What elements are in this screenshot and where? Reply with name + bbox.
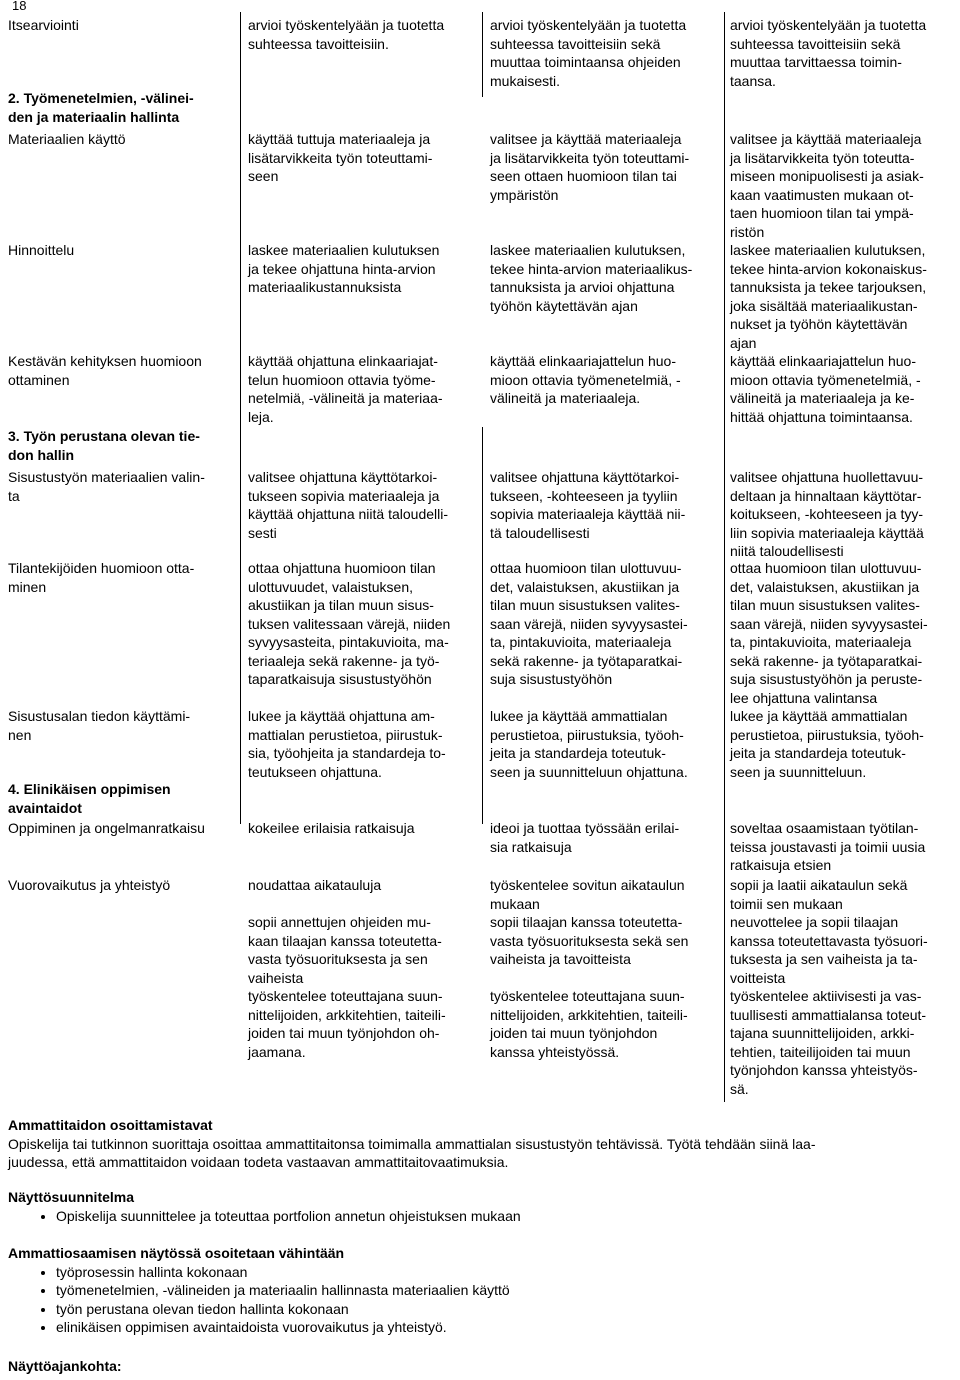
level-3-text: ottaa huomioon tilan ulottuvuu- det, valaistuksen, akustiikan ja tilan muun sisustuksen valites- saan värejä, niiden syvyysastei- ta, pintakuvioita, materiaaleja sekä rakenne- ja työtaparatkai- suja sisustustyöhön ja peruste- lee ohjattuna valintansa: [730, 560, 928, 706]
section-heading: Näyttösuunnitelma: [8, 1189, 135, 1205]
criterion-label: Vuorovaikutus ja yhteistyö: [8, 877, 171, 893]
list-item: • työmenetelmien, -välineiden ja materiaalin hallinnasta materiaalien käyttö: [56, 1281, 948, 1300]
criterion-label: Materiaalien käyttö: [8, 131, 126, 147]
page-number: 18: [12, 0, 27, 13]
section-heading: 2. Työmenetelmien, -välinei- den ja materiaalin hallinta: [8, 90, 194, 125]
column-divider: [724, 12, 725, 1102]
level-3-text: sopii ja laatii aikataulun sekä toimii sen mukaan neuvottelee ja sopii tilaajan kanssa toteutettavasta työsuori- tuksesta ja sen vaiheista ja ta- voitteista työskentelee aktiivisesti ja vas- tuullisesti ammattialansa toteut- tajana suunnittelijoiden, arkki- tehtien, taiteilijoiden tai muun työnjohdon kanssa yhteistyös- sä.: [730, 877, 928, 1097]
criterion-label: Sisustusalan tiedon käyttämi- nen: [8, 708, 191, 743]
criterion-label: Hinnoittelu: [8, 242, 75, 258]
level-3-text: lukee ja käyttää ammattialan perustietoa, piirustuksia, työoh- jeita ja standardeja toteutuk- seen ja suunnitteluun.: [730, 708, 924, 780]
list-item: • elinikäisen oppimisen avaintaidoista vuorovaikutus ja yhteistyö.: [56, 1318, 948, 1337]
level-2-text: valitsee ja käyttää materiaaleja ja lisätarvikkeita työn toteuttami- seen ottaen huomioon tilan tai ympäristön: [490, 131, 690, 203]
level-1-text: lukee ja käyttää ohjattuna am- mattialan perustietoa, piirustuk- sia, työohjeita ja standardeja to- teutukseen ohjattuna.: [248, 708, 446, 780]
level-2-text: valitsee ohjattuna käyttötarkoi- tukseen, -kohteeseen ja tyyliin sopivia materiaaleja käyttää nii- tä taloudellisesti: [490, 469, 686, 541]
criterion-label: Oppiminen ja ongelmanratkaisu: [8, 820, 205, 836]
criterion-label: Itsearviointi: [8, 17, 79, 33]
level-1-text: arvioi työskentelyään ja tuotetta suhteessa tavoitteisiin.: [248, 17, 445, 52]
demonstration-plan: [8, 1188, 948, 1225]
section-heading: Näyttöajankohta:: [8, 1358, 122, 1374]
bullet-list: [8, 1207, 948, 1226]
level-1-text: käyttää ohjattuna elinkaariajat- telun huomioon ottavia työme- netelmiä, -välineitä ja materiaa- leja.: [248, 353, 443, 425]
level-3-text: käyttää elinkaariajattelun huo- mioon ottavia työmenetelmiä, - välineitä ja materiaaleja ja ke- hittää ohjattuna toimintaansa.: [730, 353, 921, 425]
section-heading: 4. Elinikäisen oppimisen avaintaidot: [8, 781, 171, 816]
level-2-text: ideoi ja tuottaa työssään erilai- sia ratkaisuja: [490, 820, 680, 855]
level-1-text: kokeilee erilaisia ratkaisuja: [248, 820, 415, 836]
section-heading: Ammattitaidon osoittamistavat: [8, 1117, 213, 1133]
minimum-competence: [8, 1244, 948, 1337]
column-divider: [482, 12, 483, 97]
paragraph: Opiskelija tai tutkinnon suorittaja osoittaa ammattitaitonsa toimimalla ammattialan sisustustyön tehtävissä. Työtä tehdään siinä laa- juudessa, että ammattitaidon voidaan todeta vastaavan ammattitaitovaatimuksia.: [8, 1135, 816, 1170]
criterion-label: Sisustustyön materiaalien valin- ta: [8, 469, 205, 504]
list-item: • työn perustana olevan tiedon hallinta kokonaan: [56, 1300, 948, 1319]
criterion-label: Tilantekijöiden huomioon otta- minen: [8, 560, 195, 595]
list-item: • Opiskelija suunnittelee ja toteuttaa portfolion annetun ohjeistuksen mukaan: [56, 1207, 948, 1226]
level-1-text: käyttää tuttuja materiaaleja ja lisätarvikkeita työn toteuttami- seen: [248, 131, 433, 184]
column-divider: [240, 12, 241, 824]
level-2-text: ottaa huomioon tilan ulottuvuu- det, valaistuksen, akustiikan ja tilan muun sisustuksen valites- saan värejä, niiden syvyysastei- ta, pintakuvioita, materiaaleja sekä rakenne- ja työtaparatkai- suja sisustustyöhön: [490, 560, 688, 687]
level-3-text: soveltaa osaamistaan työtilan- teissa joustavasti ja toimii uusia ratkaisuja etsien: [730, 820, 926, 873]
demonstration-methods: [8, 1116, 948, 1172]
level-3-text: laskee materiaalien kulutuksen, tekee hinta-arvion kokonaiskus- tannuksista ja tekee tarjouksen, joka sisältää materiaalikustan- nukset ja työhön käytettävän ajan: [730, 242, 927, 351]
column-divider: [482, 427, 483, 824]
level-1-text: noudattaa aikatauluja sopii annettujen ohjeiden mu- kaan tilaajan kanssa toteutetta- vasta työsuorituksesta ja sen vaiheista työskentelee toteuttajana suun- nittelijoiden, arkkitehtien, taiteili- joiden tai muun työnjohdon oh- jaamana.: [248, 877, 446, 1060]
demonstration-time: [8, 1357, 948, 1376]
level-2-text: käyttää elinkaariajattelun huo- mioon ottavia työmenetelmiä, - välineitä ja materiaaleja.: [490, 353, 681, 406]
level-1-text: laskee materiaalien kulutuksen ja tekee ohjattuna hinta-arvion materiaalikustannuksista: [248, 242, 440, 295]
level-1-text: ottaa ohjattuna huomioon tilan ulottuvuudet, valaistuksen, akustiikan ja tilan muun sisus- tuksen valitessaan värejä, niiden syvyysasteita, pintakuvioita, ma- teriaaleja sekä rakenne- ja työ- taparatkaisuja sisustustyöhön: [248, 560, 451, 687]
level-2-text: laskee materiaalien kulutuksen, tekee hinta-arvion materiaalikus- tannuksista ja arvioi ohjattuna työhön käytettävän ajan: [490, 242, 693, 314]
section-heading: Ammattiosaamisen näytössä osoitetaan vähintään: [8, 1245, 345, 1261]
level-2-text: arvioi työskentelyään ja tuotetta suhteessa tavoitteisiin sekä muuttaa toimintaansa ohjeiden mukaisesti.: [490, 17, 687, 89]
criterion-label: Kestävän kehityksen huomioon ottaminen: [8, 353, 202, 388]
level-3-text: arvioi työskentelyään ja tuotetta suhteessa tavoitteisiin sekä muuttaa tarvittaessa toimin- taansa.: [730, 17, 927, 89]
list-item: • työprosessin hallinta kokonaan: [56, 1263, 948, 1282]
level-3-text: valitsee ohjattuna huollettavuu- deltaan ja hinnaltaan käyttötar- koitukseen, -kohteeseen ja tyy- liin sopivia materiaaleja käyttää niitä taloudellisesti: [730, 469, 924, 559]
level-2-text: lukee ja käyttää ammattialan perustietoa, piirustuksia, työoh- jeita ja standardeja toteutuk- seen ja suunnitteluun ohjattuna.: [490, 708, 688, 780]
level-2-text: työskentelee sovitun aikataulun mukaan sopii tilaajan kanssa toteutetta- vasta työsuorituksesta sekä sen vaiheista ja tavoitteista työskentelee toteuttajana suun- nittelijoiden, arkkitehtien, taiteili- joiden tai muun työnjohdon kanssa yhteistyössä.: [490, 877, 689, 1060]
level-1-text: valitsee ohjattuna käyttötarkoi- tukseen sopivia materiaaleja ja käyttää ohjattuna niitä taloudelli- sesti: [248, 469, 449, 541]
bullet-list: [8, 1263, 948, 1337]
section-heading: 3. Työn perustana olevan tie- don hallin: [8, 428, 200, 463]
level-3-text: valitsee ja käyttää materiaaleja ja lisätarvikkeita työn toteutta- miseen monipuolisesti ja asiak- kaan vaatimusten mukaan ot- taen huomioon tilan tai ympä- ristön: [730, 131, 924, 240]
